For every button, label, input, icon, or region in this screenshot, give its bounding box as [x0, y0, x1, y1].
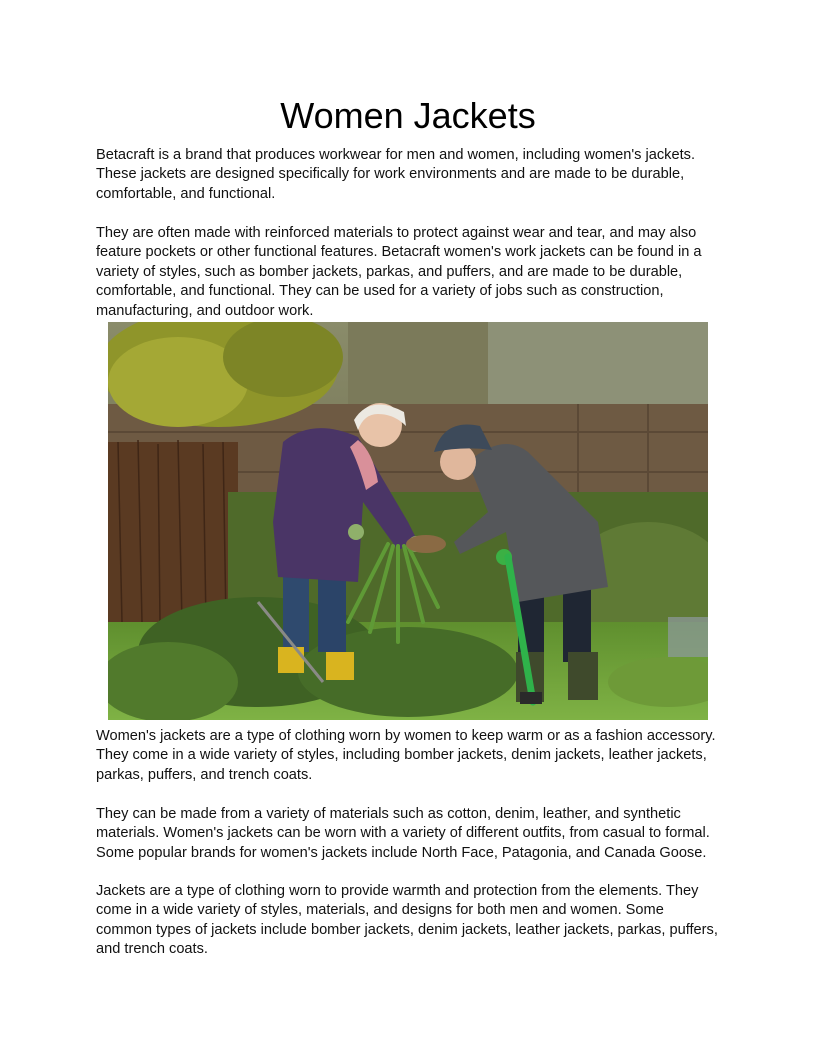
garden-photo — [108, 322, 708, 720]
paragraph-intro: Betacraft is a brand that produces workwear for men and women, including women's jackets. These jackets are designed specifically for work environments and are made to be durable, comfortable, and functional. — [96, 147, 695, 202]
paragraph-styles: Women's jackets are a type of clothing worn by women to keep warm or as a fashion accessory. They come in a wide variety of styles, including bomber jackets, denim jackets, leather jackets, parkas, puffers, and trench coats. — [96, 728, 716, 783]
paragraph-jackets-general: Jackets are a type of clothing worn to provide warmth and protection from the elements. They come in a wide variety of styles, materials, and designs for both men and women. Some common types of jackets include bomber jackets, denim jackets, leather jackets, parkas, puffers, and trench coats. — [96, 883, 718, 958]
paragraph-materials: They are often made with reinforced materials to protect against wear and tear, and may also feature pockets or other functional features. Betacraft women's work jackets can be found in a variety of styles, such as bomber jackets, parkas, and puffers, and are made to be durable, comfortable, and functional. They can be used for a variety of jobs such as construction, manufacturing, and outdoor work. — [96, 225, 702, 319]
paragraph-brands: They can be made from a variety of materials such as cotton, denim, leather, and synthetic materials. Women's jackets can be worn with a variety of different outfits, from casual to formal. Some popular brands for women's jackets include North Face, Patagonia, and Canada Goose. — [96, 806, 710, 861]
page-title: Women Jackets — [280, 95, 536, 136]
